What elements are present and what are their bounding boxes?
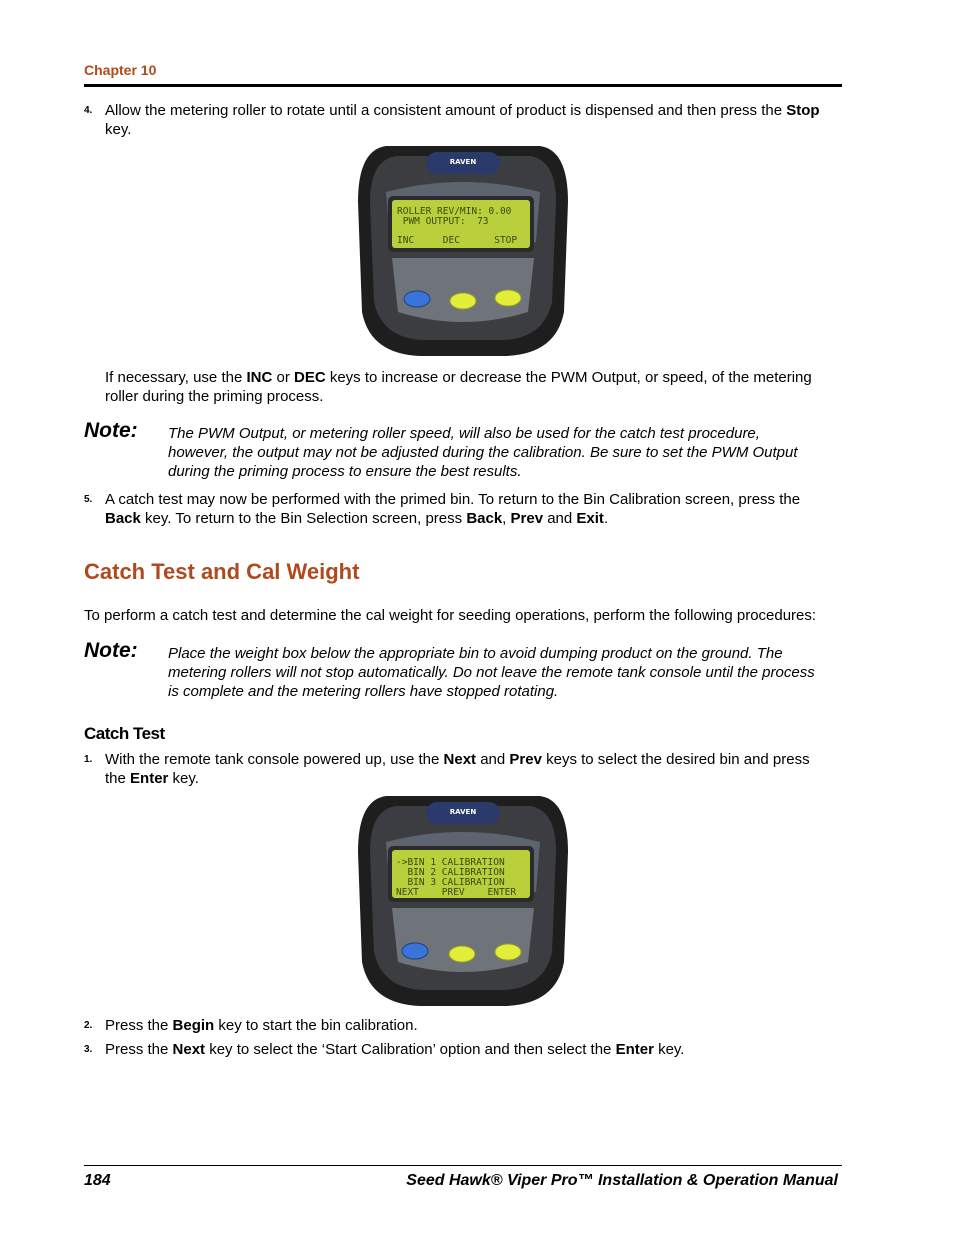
prev-key[interactable]	[449, 946, 475, 962]
power-key[interactable]	[404, 291, 430, 307]
note-2-text: Place the weight box below the appropriate bin to avoid dumping product on the ground. The metering rollers will not stop automatically. Do not leave the remote tank console until the process is complete and the metering rollers have stopped rotating.	[168, 645, 815, 700]
page-number: 184	[84, 1172, 111, 1189]
catch-step-2-text: Press the Begin key to start the bin calibration.	[105, 1017, 418, 1034]
step-number: 4.	[84, 105, 93, 116]
subsection-title: Catch Test	[84, 724, 165, 743]
footer-rule	[84, 1165, 842, 1166]
intro-text: To perform a catch test and determine the cal weight for seeding operations, perform the following procedures:	[84, 607, 817, 624]
lcd-line-3: INC DEC STOP	[397, 235, 518, 246]
section-title: Catch Test and Cal Weight	[84, 559, 360, 584]
note-label: Note:	[84, 639, 138, 662]
lcd-line-1: ->BIN 1 CALIBRATION	[396, 857, 505, 868]
brand-logo: RAVEN	[449, 158, 477, 166]
step-5-text: A catch test may now be performed with the primed bin. To return to the Bin Calibration screen, press the Back key. To return to the Bin Selection screen, press Back, Prev and Exit.	[105, 491, 801, 527]
step-4-text: Allow the metering roller to rotate until a consistent amount of product is dispensed and then press the Stop key.	[105, 102, 820, 138]
lcd-line-1: ROLLER REV/MIN: 0.00	[397, 206, 512, 217]
console-image-priming	[356, 142, 570, 358]
step-number: 3.	[84, 1044, 93, 1055]
console-image-bin-select	[356, 792, 570, 1008]
lcd-line-2: BIN 2 CALIBRATION	[396, 867, 505, 878]
catch-step-1-text: With the remote tank console powered up, use the Next and Prev keys to select the desired bin and press the Enter key.	[105, 751, 810, 787]
dec-key[interactable]	[450, 293, 476, 309]
chapter-label: Chapter 10	[84, 62, 157, 78]
brand-logo: RAVEN	[449, 808, 477, 816]
manual-title: Seed Hawk® Viper Pro™ Installation & Operation Manual	[406, 1172, 838, 1189]
lcd-line-4: NEXT PREV ENTER	[396, 887, 517, 898]
note-label: Note:	[84, 419, 138, 442]
step-number: 1.	[84, 754, 93, 765]
power-key[interactable]	[402, 943, 428, 959]
header-rule	[84, 84, 842, 87]
if-necessary-text: If necessary, use the INC or DEC keys to increase or decrease the PWM Output, or speed, of the metering roller during the priming process.	[105, 369, 812, 405]
lcd-line-2: PWM OUTPUT: 73	[397, 216, 489, 227]
step-number: 5.	[84, 494, 93, 505]
lcd-line-3: BIN 3 CALIBRATION	[396, 877, 505, 888]
catch-step-3-text: Press the Next key to select the ‘Start Calibration’ option and then select the Enter key.	[105, 1041, 685, 1058]
enter-key[interactable]	[495, 944, 521, 960]
stop-key[interactable]	[495, 290, 521, 306]
step-number: 2.	[84, 1020, 93, 1031]
note-1-text: The PWM Output, or metering roller speed, will also be used for the catch test procedure, however, the output may not be adjusted during the calibration. Be sure to set the PWM Output during the priming process to ensure the best results.	[168, 425, 798, 480]
